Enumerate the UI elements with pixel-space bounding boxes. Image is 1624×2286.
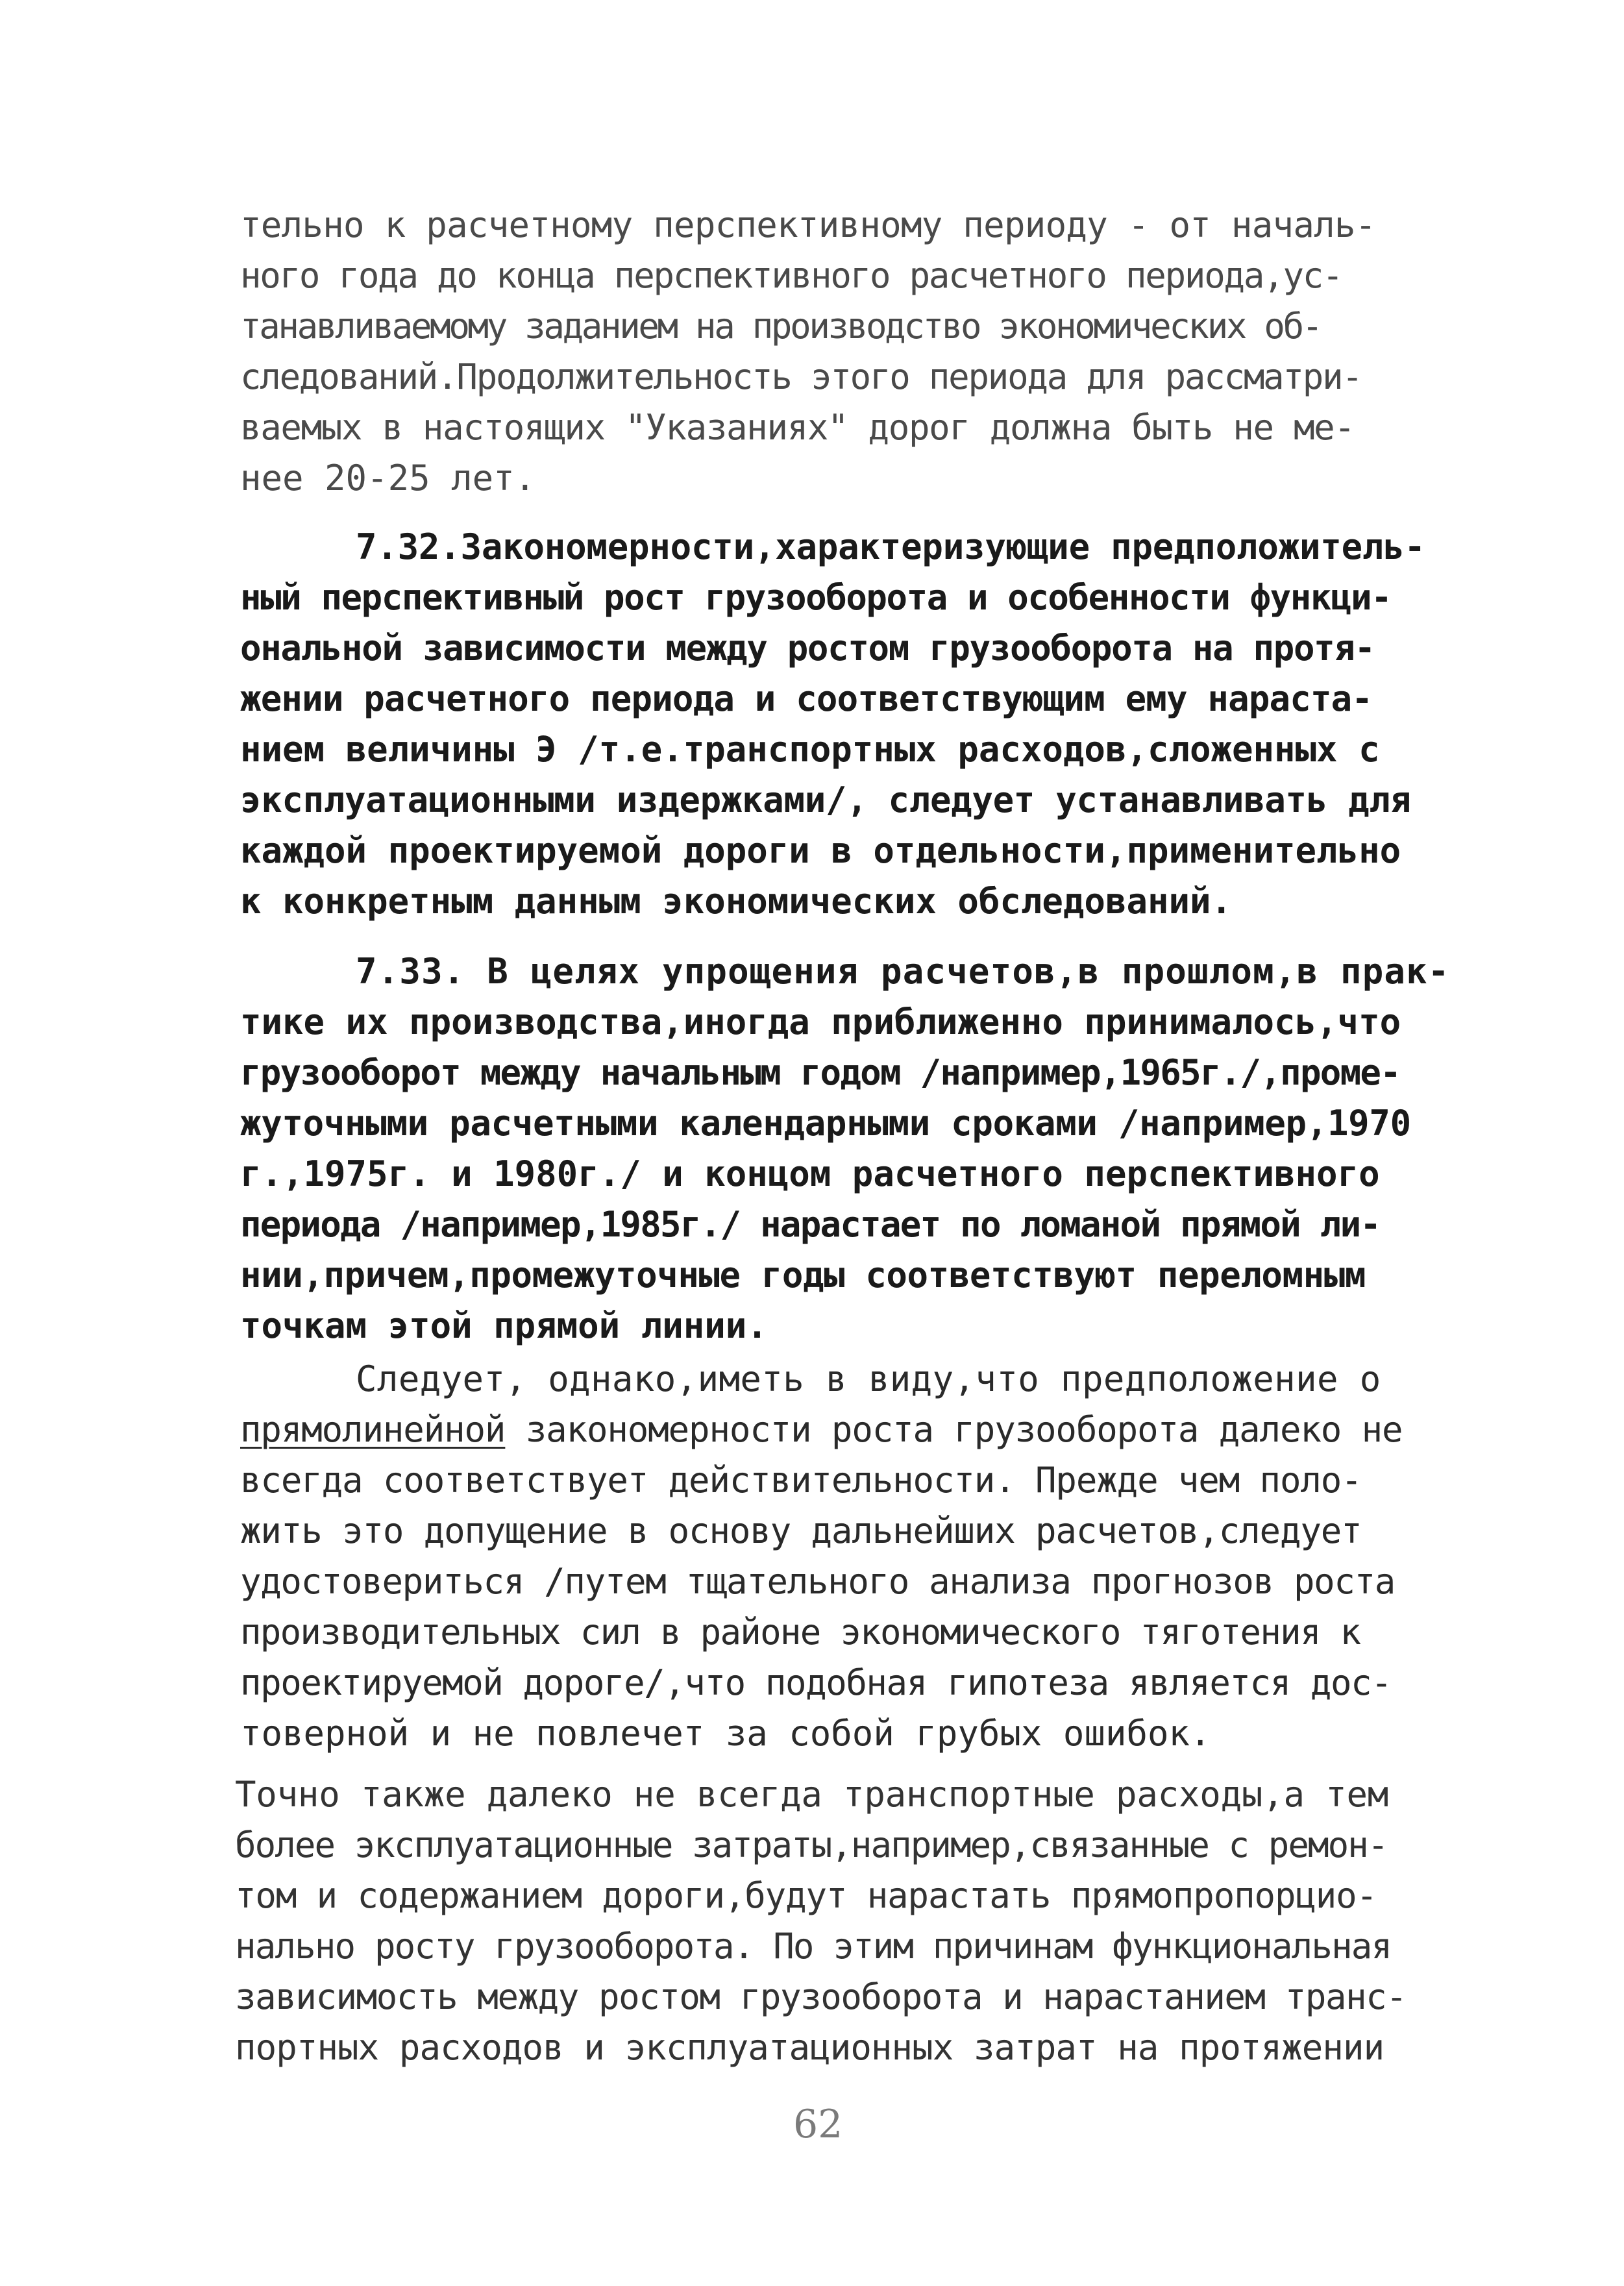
text-line: жить это допущение в основу дальнейших расчетов,следует: [240, 1510, 1362, 1551]
text-line: ного года до конца перспективного расчетного периода,ус-: [240, 255, 1342, 296]
text-line: точкам этой прямой линии.: [240, 1305, 768, 1346]
text-line: эксплуатационными издержками/, следует устанавливать для: [240, 780, 1411, 820]
text-line: Точно также далеко не всегда транспортные расходы,а тем: [235, 1774, 1389, 1815]
text-line: том и содержанием дороги,будут нарастать прямопропорцио-: [235, 1875, 1377, 1916]
page-number: 62: [793, 2102, 843, 2147]
text-line: портных расходов и эксплуатационных затрат на протяжении: [235, 2027, 1384, 2068]
text-line: 7.33. В целях упрощения расчетов,в прошлом,в прак-: [356, 951, 1450, 992]
text-line: ный перспективный рост грузооборота и особенности функци-: [240, 577, 1392, 618]
text-line: зависимость между ростом грузооборота и нарастанием транс-: [235, 1976, 1407, 2017]
text-line: нее 20-25 лет.: [240, 458, 536, 498]
text-line: жуточными расчетными календарными сроками /например,1970: [240, 1103, 1411, 1144]
text-line: нально росту грузооборота. По этим причинам функциональная: [235, 1926, 1392, 1967]
text-line: тике их производства,иногда приближенно принималось,что: [240, 1002, 1401, 1042]
text-line: жении расчетного периода и соответствующим ему нараста-: [240, 678, 1373, 719]
text-line: проектируемой дороге/,что подобная гипотеза является дос-: [240, 1662, 1392, 1703]
text-line: каждой проектируемой дороги в отдельности,применительно: [240, 830, 1401, 871]
text-line: производительных сил в районе экономического тяготения к: [240, 1612, 1360, 1653]
text-line: [240, 1409, 1403, 1450]
text-span: закономерности роста грузооборота далеко не: [505, 1409, 1403, 1450]
text-line: грузооборот между начальным годом /например,1965г./,проме-: [240, 1052, 1401, 1093]
text-line: более эксплуатационные затраты,например,связанные с ремон-: [235, 1825, 1388, 1865]
text-line: товерной и не повлечет за собой грубых ошибок.: [240, 1713, 1211, 1754]
text-line: удостовериться /путем тщательного анализа прогнозов роста: [240, 1561, 1396, 1602]
text-line: ональной зависимости между ростом грузооборота на протя-: [240, 628, 1375, 669]
text-line: к конкретным данным экономических обследований.: [240, 881, 1233, 922]
text-line: Следует, однако,иметь в виду,что предположение о: [356, 1358, 1381, 1399]
text-line: всегда соответствует действительности. Прежде чем поло-: [240, 1460, 1362, 1501]
text-line: нии,причем,промежуточные годы соответствуют переломным: [240, 1255, 1366, 1296]
underlined-word: прямолинейной: [240, 1409, 506, 1450]
text-line: периода /например,1985г./ нарастает по ломаной прямой ли-: [240, 1204, 1381, 1245]
text-line: тельно к расчетному перспективному периоду - от началь-: [240, 204, 1376, 245]
text-line: ваемых в настоящих "Указаниях" дорог должна быть не ме-: [240, 407, 1355, 448]
text-line: танавливаемому заданием на производство экономических об-: [240, 306, 1322, 347]
text-line: нием величины Э /т.е.транспортных расходов,сложенных с: [240, 729, 1380, 770]
text-line: г.,1975г. и 1980г./ и концом расчетного перспективного: [240, 1153, 1380, 1194]
text-line: следований.Продолжительность этого периода для рассматри-: [240, 356, 1362, 397]
text-line: 7.32.Закономерности,характеризующие предположитель-: [356, 526, 1425, 567]
